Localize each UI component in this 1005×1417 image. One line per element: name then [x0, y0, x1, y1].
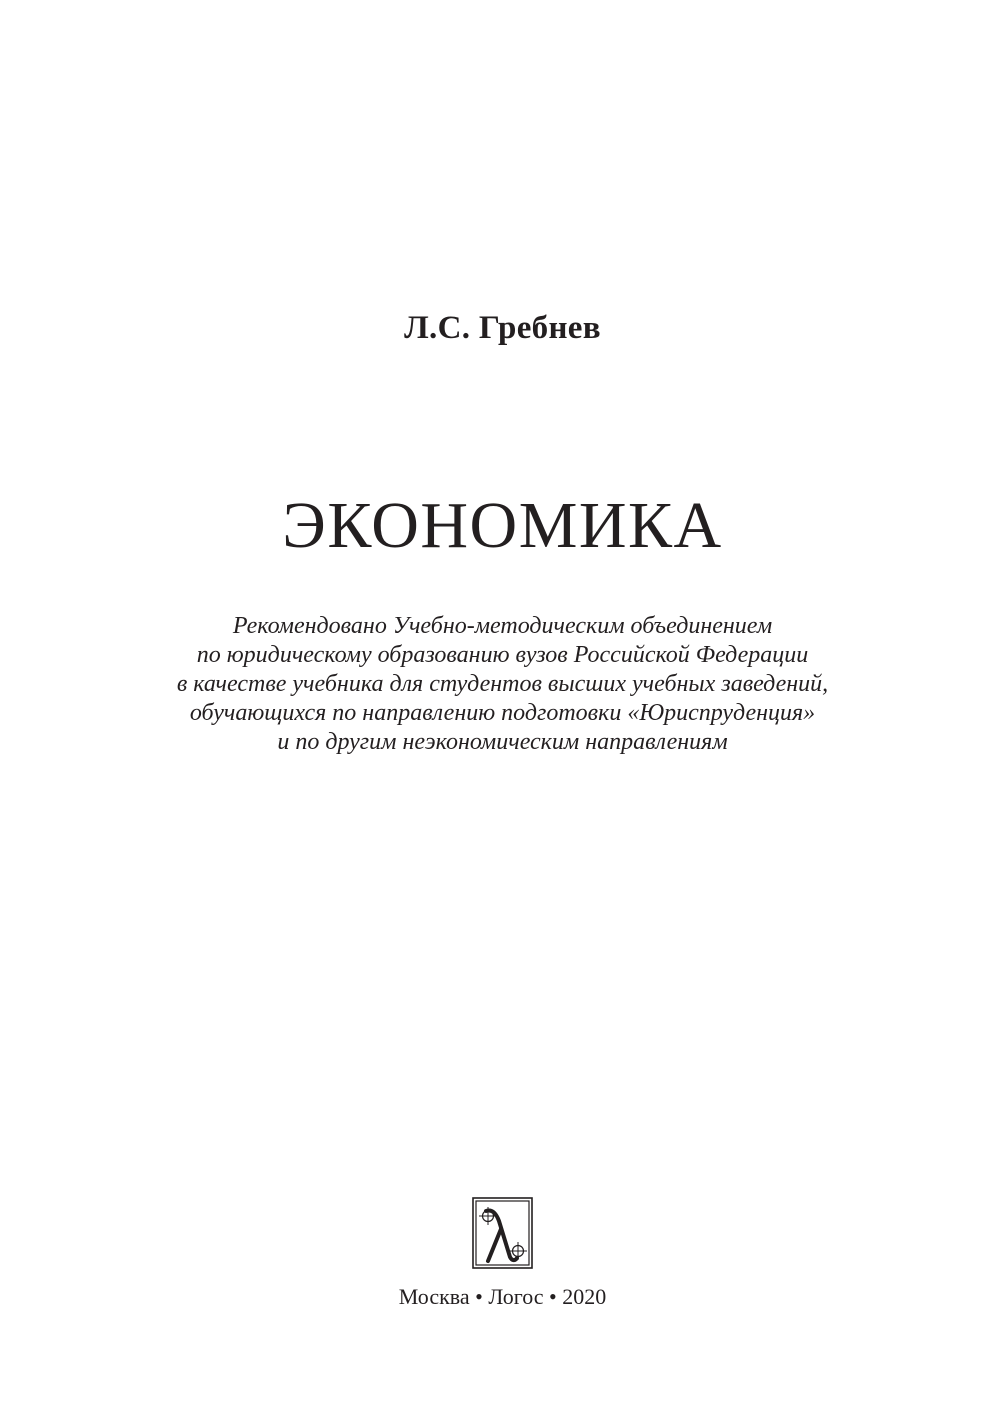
imprint-separator: •: [475, 1284, 483, 1309]
recommendation-line: по юридическому образованию вузов Российской Федерации: [196, 642, 809, 668]
imprint-publisher: Логос: [488, 1284, 544, 1309]
imprint-year: 2020: [562, 1284, 607, 1309]
book-title: ЭКОНОМИКА: [282, 489, 723, 562]
recommendation-line: и по другим неэкономическим направлениям: [277, 729, 728, 755]
recommendation-text: [0, 612, 1005, 757]
imprint-separator: •: [549, 1284, 557, 1309]
recommendation-line: Рекомендовано Учебно-методическим объединением: [232, 613, 773, 639]
recommendation-line: в качестве учебника для студентов высших учебных заведений,: [176, 671, 829, 697]
publisher-logo-icon: [472, 1197, 533, 1269]
imprint-city: Москва: [398, 1284, 470, 1309]
recommendation-line: обучающихся по направлению подготовки «Юриспруденция»: [189, 700, 816, 726]
imprint: [0, 1284, 1005, 1310]
author-name: Л.С. Гребнев: [404, 310, 601, 346]
